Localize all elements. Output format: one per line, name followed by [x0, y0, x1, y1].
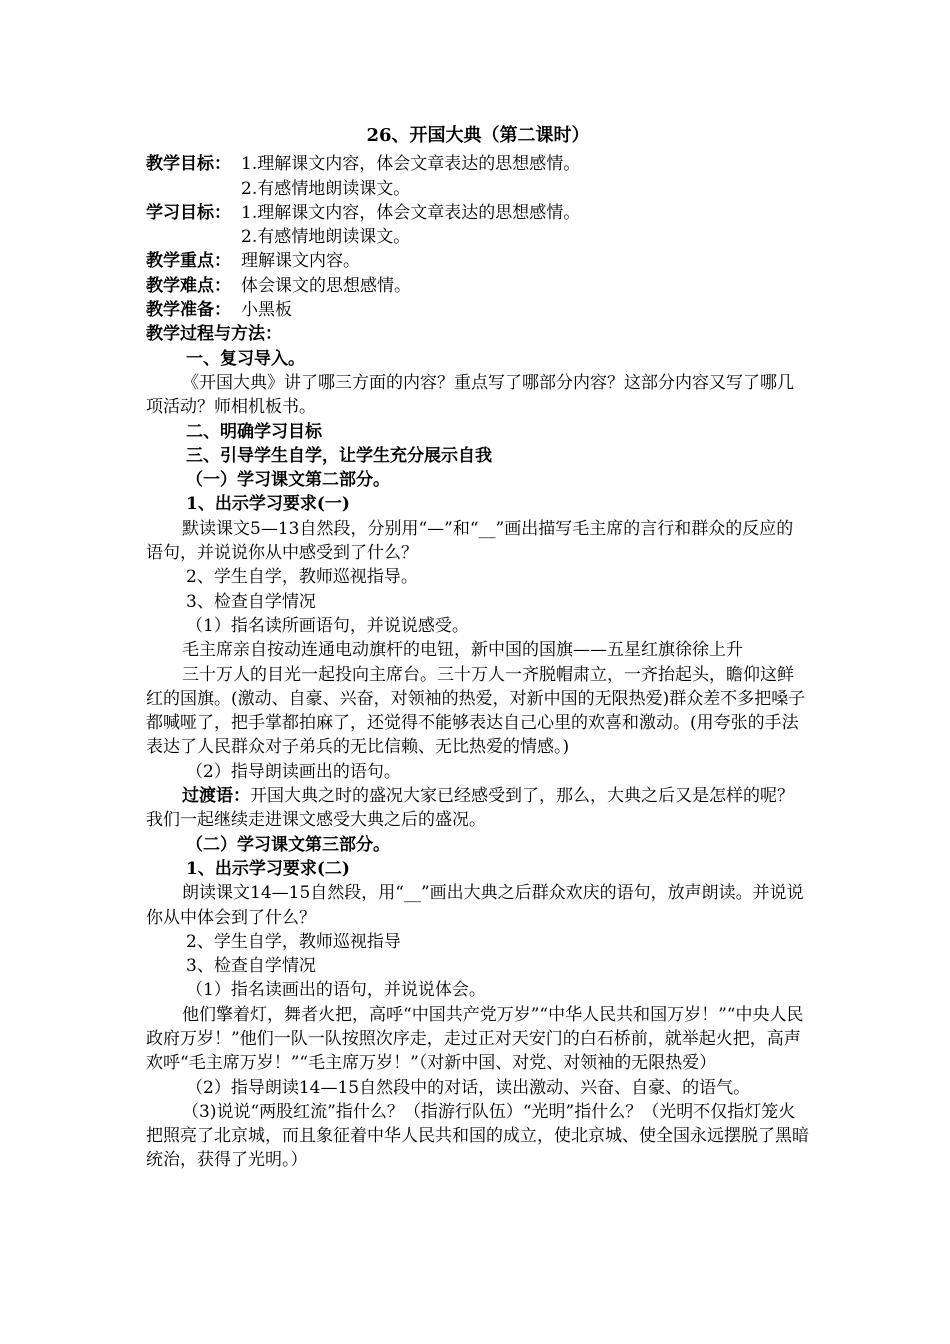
- paragraph: 《开国大典》讲了哪三方面的内容？重点写了哪部分内容？这部分内容又写了哪几项活动？师相机板书。: [146, 372, 794, 418]
- transition-text: 开国大典之时的盛况大家已经感受到了，那么，大典之后又是怎样的呢？我们一起继续走进课文感受大典之后的盛况。: [146, 786, 794, 831]
- preparation: [146, 298, 810, 322]
- part-heading: （一）学习课文第二部分。: [186, 470, 390, 491]
- key-point-label: 教学重点：: [146, 251, 231, 272]
- teaching-goal-item: 1.理解课文内容，体会文章表达的思想感情。: [241, 154, 581, 175]
- part-heading: （二）学习课文第三部分。: [186, 834, 390, 855]
- section-heading: 二、明确学习目标: [186, 421, 322, 442]
- section-heading: 三、引导学生自学，让学生充分展示自我: [186, 445, 492, 466]
- teaching-goal: [146, 152, 810, 176]
- learning-goal: [146, 201, 810, 225]
- transition-paragraph: [146, 784, 810, 833]
- key-point: [146, 249, 810, 273]
- sub-step-text: （1）指名读画出的语句，并说说体会。: [186, 980, 486, 1001]
- preparation-label: 教学准备：: [146, 300, 231, 321]
- paragraph: 默读课文5—13自然段，分别用“—”和“__”画出描写毛主席的言行和群众的反应的语句，并说说你从中感受到了什么？: [146, 518, 794, 564]
- key-point-text: 理解课文内容。: [241, 251, 360, 272]
- step-text: 3、检查自学情况: [186, 956, 316, 977]
- difficulty: [146, 274, 810, 298]
- step-text: 2、学生自学，教师巡视指导: [186, 931, 401, 952]
- quote-paragraph: 毛主席亲自按动连通电动旗杆的电钮，新中国的国旗——五星红旗徐徐上升: [182, 640, 743, 661]
- teaching-goal-label: 教学目标：: [146, 154, 231, 175]
- learning-goal-item: 1.理解课文内容，体会文章表达的思想感情。: [241, 202, 581, 223]
- sub-step-text: （2）指导朗读画出的语句。: [186, 761, 401, 782]
- sub-step-text: （2）指导朗读14—15自然段中的对话，读出激动、兴奋、自豪、的语气。: [186, 1077, 751, 1098]
- sub-step-text: （1）指名读所画语句，并说说感受。: [186, 615, 469, 636]
- difficulty-label: 教学难点：: [146, 275, 231, 296]
- learning-goal-label: 学习目标：: [146, 202, 231, 223]
- step-text: 2、学生自学，教师巡视指导。: [186, 567, 418, 588]
- section-heading: 一、复习导入。: [186, 348, 305, 369]
- process-label: 教学过程与方法：: [146, 324, 282, 345]
- document-title: 26、开国大典（第二课时）: [366, 125, 590, 146]
- requirement-heading: 1、出示学习要求(二): [186, 858, 350, 879]
- teaching-goal-item: 2.有感情地朗读课文。: [241, 178, 411, 199]
- transition-label: 过渡语：: [182, 786, 250, 807]
- paragraph: 朗读课文14—15自然段，用“__”画出大典之后群众欢庆的语句，放声朗读。并说说你从中体会到了什么？: [146, 883, 804, 928]
- preparation-text: 小黑板: [241, 300, 292, 321]
- quote-paragraph: 他们擎着灯，舞者火把，高呼“中国共产党万岁”“中华人民共和国万岁！”“中央人民政府万岁！”他们一队一队按照次序走，走过正对天安门的白石桥前，就举起火把，高声欢呼“毛主席万岁！”“毛主席万岁！”（对新中国、对党、对领袖的无限热爱）: [146, 1004, 804, 1074]
- quote-paragraph: 三十万人的目光一起投向主席台。三十万人一齐脱帽肃立，一齐抬起头，瞻仰这鲜红的国旗。(激动、自豪、兴奋，对领袖的热爱，对新中国的无限热爱)群众差不多把嗓子都喊哑了，把手掌都拍麻了，还觉得不能够表达自己心里的欢喜和激动。(用夸张的手法表达了人民群众对子弟兵的无比信赖、无比热爱的情感。): [146, 664, 806, 758]
- document-page: [146, 124, 810, 1173]
- learning-goal-item: 2.有感情地朗读课文。: [241, 227, 411, 248]
- step-text: 3、检查自学情况: [186, 591, 316, 612]
- paragraph: （3)说说“两股红流”指什么？（指游行队伍）“光明”指什么？（光明不仅指灯笼火把照亮了北京城，而且象征着中华人民共和国的成立，使北京城、使全国永远摆脱了黑暗统治，获得了光明。）: [146, 1101, 809, 1171]
- difficulty-text: 体会课文的思想感情。: [241, 275, 411, 296]
- requirement-heading: 1、出示学习要求(一): [186, 494, 350, 515]
